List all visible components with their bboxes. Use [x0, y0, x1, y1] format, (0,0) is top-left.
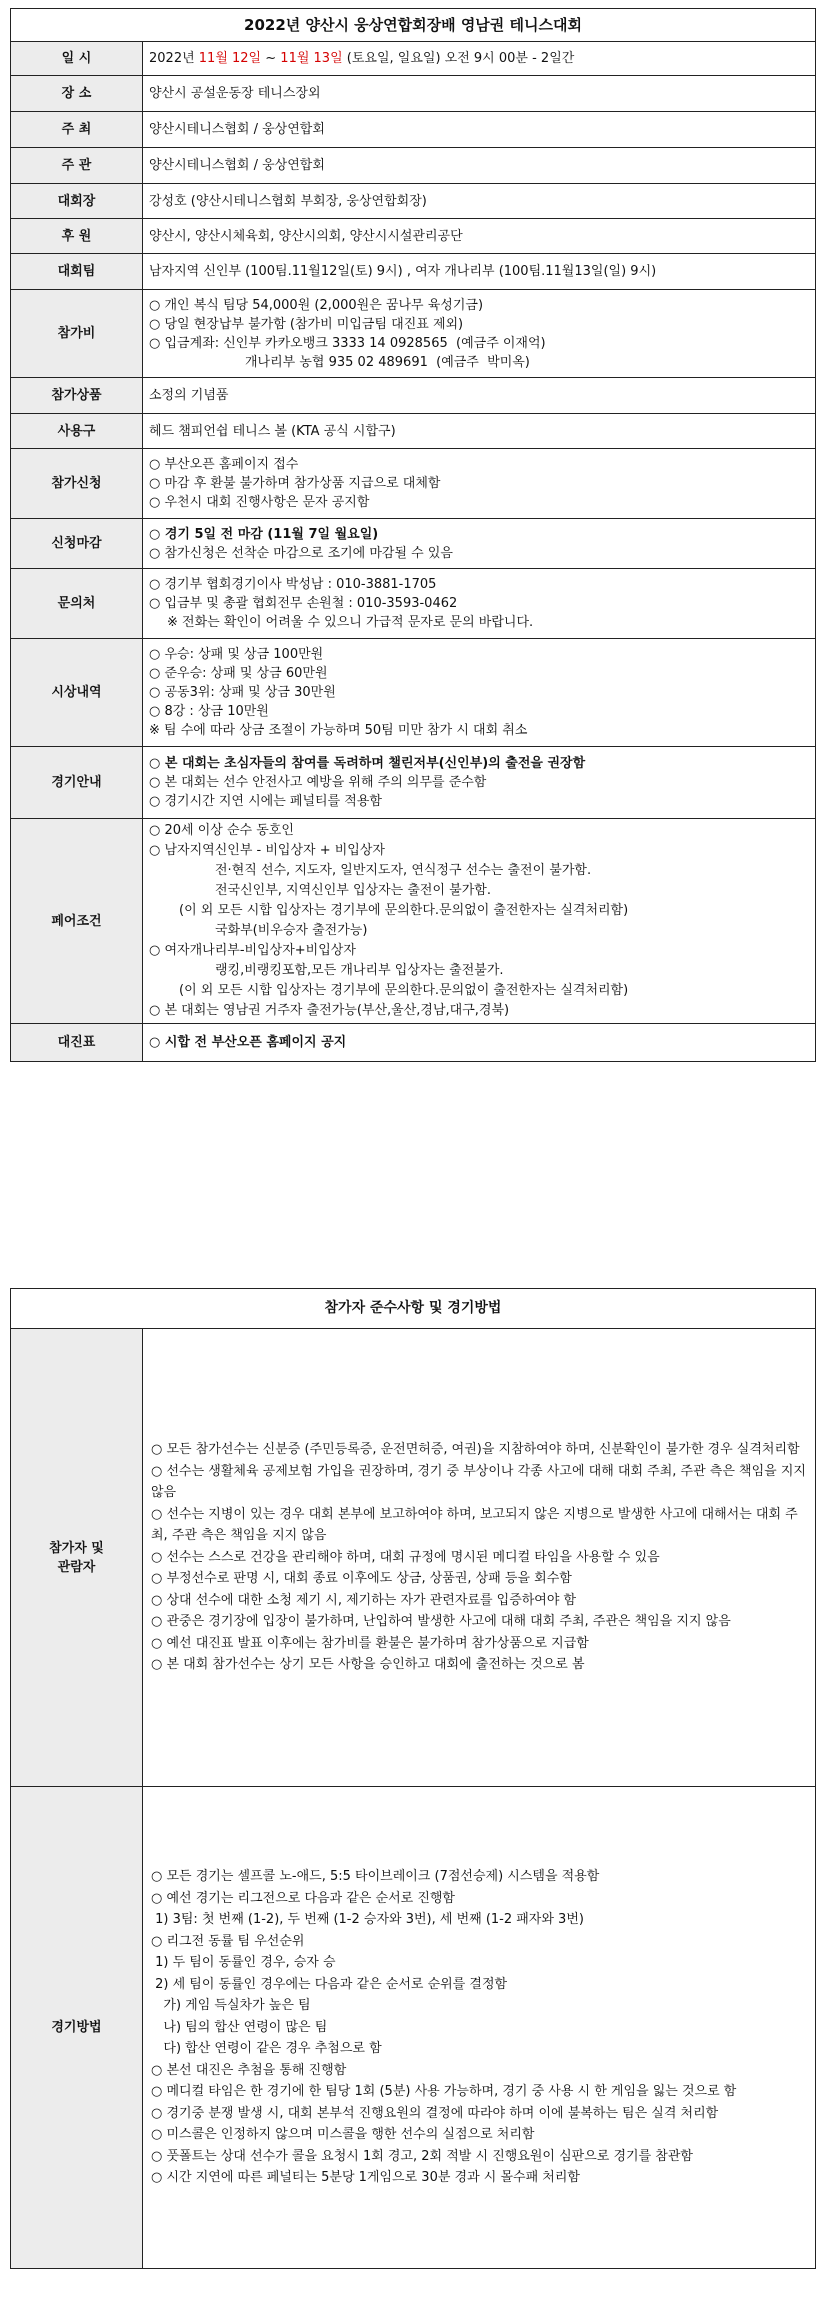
date-start: 11월 12일 — [198, 51, 262, 66]
row-gift — [11, 378, 816, 414]
rule-item: ○ 예선 대진표 발표 이후에는 참가비를 환불은 불가하며 참가상품으로 지급함 — [151, 1635, 589, 1651]
row-apply — [11, 449, 816, 519]
fee-line: 개나리부 농협 935 02 489691 (예금주 박미옥) — [245, 354, 530, 370]
row-deadline — [11, 519, 816, 569]
participants-label-line2: 관람자 — [57, 1559, 96, 1575]
row-teams — [11, 254, 816, 290]
apply-label: 참가신청 — [11, 449, 143, 519]
chair-value: 강성호 (양산시테니스협회 부회장, 웅상연합회장) — [143, 184, 816, 219]
row-organizer — [11, 148, 816, 184]
method-item: ○ 예선 경기는 리그전으로 다음과 같은 순서로 진행함 — [151, 1890, 455, 1906]
chair-label: 대회장 — [11, 184, 143, 219]
ball-label: 사용구 — [11, 414, 143, 449]
rule-item: ○ 선수는 지병이 있는 경우 대회 본부에 보고하여야 하며, 보고되지 않은 지병으로 발생한 사고에 대해서는 대회 주최, 주관 측은 책임을 지지 않음 — [151, 1506, 798, 1544]
method-item: ○ 시간 지연에 따른 페널티는 5분당 1게임으로 30분 경과 시 몰수패 처리함 — [151, 2170, 580, 2186]
prize-line: ○ 8강 : 상금 10만원 — [149, 704, 269, 719]
restrict-line: 전국신인부, 지역신인부 입상자는 출전이 불가함. — [215, 883, 491, 898]
gift-value: 소정의 기념품 — [143, 378, 816, 414]
method-label: 경기방법 — [11, 1787, 143, 2269]
row-host — [11, 112, 816, 148]
row-contact — [11, 569, 816, 639]
restrict-line: ○ 본 대회는 영남권 거주자 출전가능(부산,울산,경남,대구,경북) — [149, 1003, 510, 1018]
row-chair — [11, 184, 816, 219]
restrict-line: 랭킹,비랭킹포함,모든 개나리부 입상자는 출전불가. — [215, 963, 504, 978]
organizer-label: 주 관 — [11, 148, 143, 184]
method-item: ○ 경기중 분쟁 발생 시, 대회 본부석 진행요원의 결정에 따라야 하며 이에 불복하는 팀은 실격 처리함 — [151, 2105, 719, 2121]
method-item: ○ 모든 경기는 셀프콜 노-애드, 5:5 타이브레이크 (7점선승제) 시스템을 적용함 — [151, 1869, 600, 1885]
rule-item: ○ 선수는 생활체육 공제보험 가입을 권장하며, 경기 중 부상이나 각종 사고에 대해 대회 주최, 주관 측은 책임을 지지 않음 — [151, 1463, 806, 1501]
deadline-line: ○ 참가신청은 선착순 마감으로 조기에 마감될 수 있음 — [149, 545, 453, 561]
row-restrict — [11, 819, 816, 1024]
gift-label: 참가상품 — [11, 378, 143, 414]
rules-table — [10, 1288, 816, 2269]
fee-line: ○ 당일 현장납부 불가함 (참가비 미입금팀 대진표 제외) — [149, 316, 464, 332]
row-ball — [11, 414, 816, 449]
ball-value: 헤드 챔피언쉽 테니스 볼 (KTA 공식 시합구) — [143, 414, 816, 449]
rule-item: ○ 관중은 경기장에 입장이 불가하며, 난입하여 발생한 사고에 대해 대회 주최, 주관은 책임을 지지 않음 — [151, 1614, 731, 1630]
method-item: 2) 세 팀이 동률인 경우에는 다음과 같은 순서로 순위를 결정함 — [151, 1976, 508, 1992]
dates-sep: ~ — [261, 51, 281, 66]
deadline-label: 신청마감 — [11, 519, 143, 569]
method-item: 1) 두 팀이 동률인 경우, 승자 승 — [151, 1955, 336, 1971]
rule-item: ○ 부정선수로 판명 시, 대회 종료 이후에도 상금, 상품권, 상패 등을 회수함 — [151, 1571, 572, 1587]
tournament-info-table — [10, 8, 816, 1062]
sponsor-value: 양산시, 양산시체육회, 양산시의회, 양산시시설관리공단 — [143, 219, 816, 254]
contact-line: ○ 입금부 및 총괄 협회전무 손원철 : 010-3593-0462 — [149, 596, 458, 611]
method-item: ○ 풋폴트는 상대 선수가 콜을 요청시 1회 경고, 2회 적발 시 진행요원이 심판으로 경기를 참관함 — [151, 2148, 693, 2164]
rule-item: ○ 모든 참가선수는 신분증 (주민등록증, 운전면허증, 여권)을 지참하여야 하며, 신분확인이 불가한 경우 실격처리함 — [151, 1442, 800, 1458]
restrict-line: ○ 20세 이상 순수 동호인 — [149, 823, 294, 838]
rules-title: 참가자 준수사항 및 경기방법 — [11, 1289, 816, 1329]
date-end: 11월 13일 — [280, 51, 343, 66]
venue-label: 장 소 — [11, 76, 143, 112]
rule-item: ○ 상대 선수에 대한 소청 제기 시, 제기하는 자가 관련자료를 입증하여야 함 — [151, 1592, 577, 1608]
fee-label: 참가비 — [11, 290, 143, 378]
restrict-line: 전·현직 선수, 지도자, 일반지도자, 연식정구 선수는 출전이 불가함. — [215, 863, 592, 878]
method-item: ○ 본선 대진은 추첨을 통해 진행함 — [151, 2062, 347, 2078]
dates-prefix: 2022년 — [149, 51, 199, 66]
apply-line: ○ 부산오픈 홈페이지 접수 — [149, 457, 299, 472]
method-item: ○ 메디컬 타임은 한 경기에 한 팀당 1회 (5분) 사용 가능하며, 경기 중 사용 시 한 게임을 잃는 것으로 함 — [151, 2084, 737, 2100]
row-venue — [11, 76, 816, 112]
contact-line: ○ 경기부 협회경기이사 박성남 : 010-3881-1705 — [149, 577, 437, 592]
prize-note: ※ 팀 수에 따라 상금 조절이 가능하며 50팀 미만 참가 시 대회 취소 — [149, 723, 528, 738]
guide-line: ○ 본 대회는 선수 안전사고 예방을 위해 주의 의무를 준수함 — [149, 775, 487, 790]
host-label: 주 최 — [11, 112, 143, 148]
restrict-line: ○ 남자지역신인부 - 비입상자 + 비입상자 — [149, 843, 385, 858]
row-fee — [11, 290, 816, 378]
prize-line: ○ 공동3위: 상패 및 상금 30만원 — [149, 685, 336, 700]
dates-label: 일 시 — [11, 42, 143, 76]
guide-line: ○ 본 대회는 초심자들의 참여를 독려하며 챌린저부(신인부)의 출전을 권장함 — [149, 756, 586, 771]
fee-line: ○ 개인 복식 팀당 54,000원 (2,000원은 꿈나무 육성기금) — [149, 297, 484, 313]
method-item: 나) 팀의 합산 연령이 많은 팀 — [151, 2019, 328, 2035]
row-sponsor — [11, 219, 816, 254]
teams-label: 대회팀 — [11, 254, 143, 290]
draw-value: ○ 시합 전 부산오픈 홈페이지 공지 — [143, 1024, 816, 1062]
prize-line: ○ 준우승: 상패 및 상금 60만원 — [149, 666, 328, 681]
teams-value: 남자지역 신인부 (100팀.11월12일(토) 9시) , 여자 개나리부 (100팀.11월13일(일) 9시) — [143, 254, 816, 290]
fee-line: ○ 입금계좌: 신인부 카카오뱅크 3333 14 0928565 (예금주 이재억) — [149, 335, 546, 351]
restrict-line: ○ 여자개나리부-비입상자+비입상자 — [149, 943, 356, 958]
guide-line: ○ 경기시간 지연 시에는 페널티를 적용함 — [149, 794, 382, 809]
row-guide — [11, 747, 816, 819]
page-title: 2022년 양산시 웅상연합회장배 영남권 테니스대회 — [11, 9, 816, 42]
restrict-line: 국화부(비우승자 출전가능) — [215, 923, 368, 938]
row-draw — [11, 1024, 816, 1062]
method-item: 가) 게임 득실차가 높은 팀 — [151, 1998, 311, 2014]
rule-item: ○ 선수는 스스로 건강을 관리해야 하며, 대회 규정에 명시된 메디컬 타임을 사용할 수 있음 — [151, 1549, 660, 1565]
host-value: 양산시테니스협회 / 웅상연합회 — [143, 112, 816, 148]
method-item: ○ 미스콜은 인정하지 않으며 미스콜을 행한 선수의 실점으로 처리함 — [151, 2127, 535, 2143]
draw-label: 대진표 — [11, 1024, 143, 1062]
venue-value: 양산시 공설운동장 테니스장외 — [143, 76, 816, 112]
dates-suffix: (토요일, 일요일) 오전 9시 00분 - 2일간 — [342, 51, 575, 66]
sponsor-label: 후 원 — [11, 219, 143, 254]
guide-label: 경기안내 — [11, 747, 143, 819]
restrict-line: (이 외 모든 시합 입상자는 경기부에 문의한다.문의없이 출전한자는 실격처리함) — [179, 903, 629, 918]
restrict-line: (이 외 모든 시합 입상자는 경기부에 문의한다.문의없이 출전한자는 실격처리함) — [179, 983, 629, 998]
organizer-value: 양산시테니스협회 / 웅상연합회 — [143, 148, 816, 184]
row-method — [11, 1787, 816, 2269]
participants-label-line1: 참가자 및 — [49, 1540, 104, 1556]
method-item: 1) 3팀: 첫 번째 (1-2), 두 번째 (1-2 승자와 3번), 세 번째 (1-2 패자와 3번) — [151, 1912, 584, 1928]
row-prizes — [11, 639, 816, 747]
row-dates — [11, 42, 816, 76]
apply-line: ○ 마감 후 환불 불가하며 참가상품 지급으로 대체함 — [149, 476, 441, 491]
contact-label: 문의처 — [11, 569, 143, 639]
prize-line: ○ 우승: 상패 및 상금 100만원 — [149, 647, 324, 662]
deadline-line: ○ 경기 5일 전 마감 (11월 7일 월요일) — [149, 526, 379, 542]
prizes-label: 시상내역 — [11, 639, 143, 747]
row-participants — [11, 1329, 816, 1787]
method-item: 다) 합산 연령이 같은 경우 추첨으로 함 — [151, 2041, 382, 2057]
contact-note: ※ 전화는 확인이 어려울 수 있으니 가급적 문자로 문의 바랍니다. — [167, 615, 534, 630]
rule-item: ○ 본 대회 참가선수는 상기 모든 사항을 승인하고 대회에 출전하는 것으로 봄 — [151, 1657, 585, 1673]
restrict-label: 페어조건 — [11, 819, 143, 1024]
apply-line: ○ 우천시 대회 진행사항은 문자 공지함 — [149, 495, 370, 510]
method-item: ○ 리그전 동률 팀 우선순위 — [151, 1933, 305, 1949]
